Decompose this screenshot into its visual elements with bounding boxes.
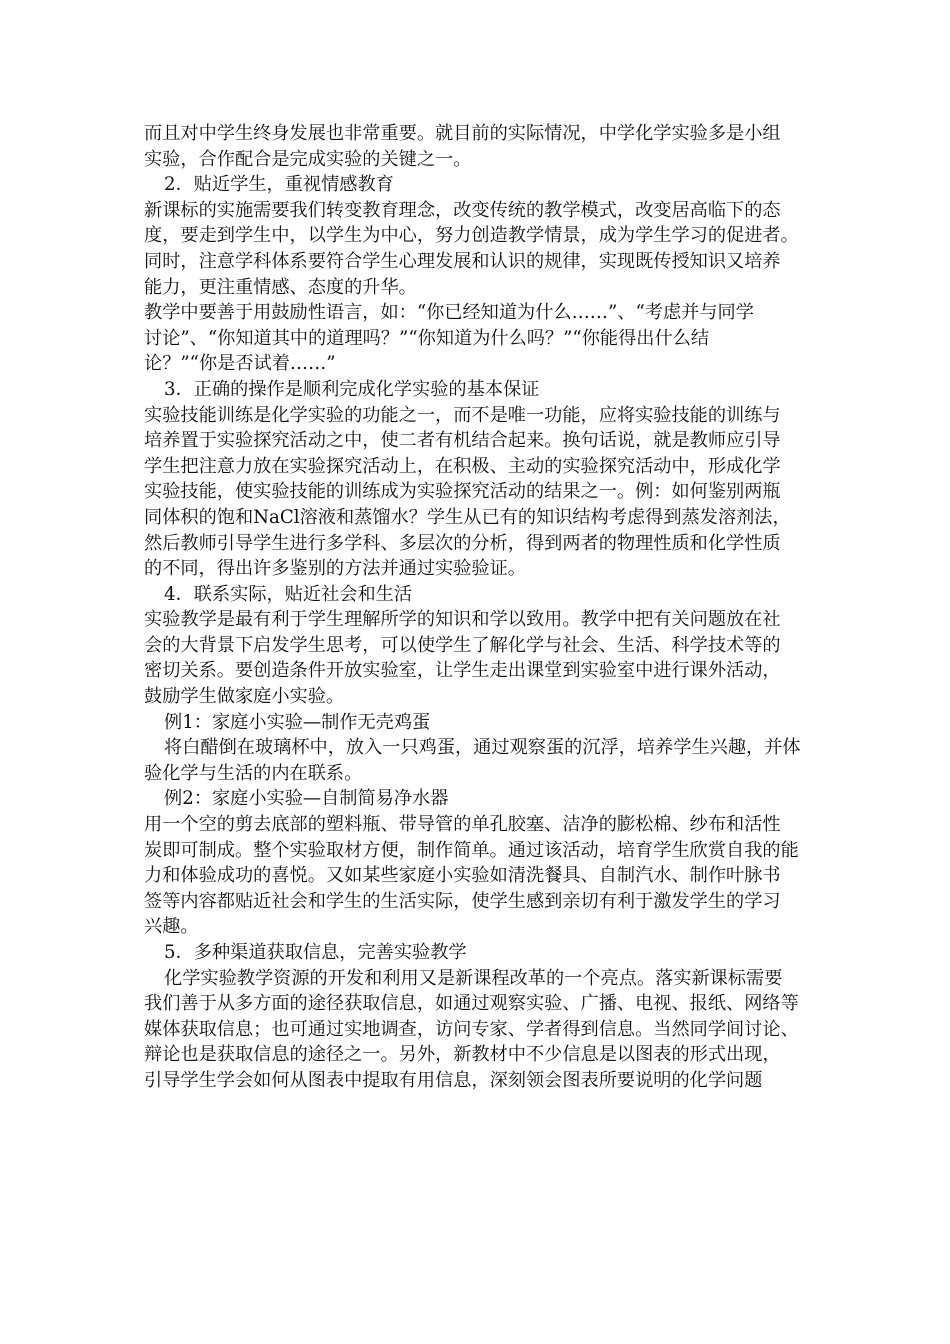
text-line: 的不同，得出许多鉴别的方法并通过实验验证。	[144, 558, 526, 580]
text-line: 实验技能，使实验技能的训练成为实验探究活动的结果之一。例：如何鉴别两瓶	[144, 481, 781, 503]
text-line: 密切关系。要创造条件开放实验室，让学生走出课堂到实验室中进行课外活动，	[144, 660, 781, 682]
text-line: 2．贴近学生，重视情感教育	[164, 174, 394, 196]
text-line: 力和体验成功的喜悦。又如某些家庭小实验如清洗餐具、自制汽水、制作叶脉书	[144, 865, 781, 887]
text-line: 化学实验教学资源的开发和利用又是新课程改革的一个亮点。落实新课标需要	[164, 967, 783, 989]
text-line: 例1：家庭小实验—制作无壳鸡蛋	[164, 711, 431, 733]
text-line: 新课标的实施需要我们转变教育理念，改变传统的教学模式，改变居高临下的态	[144, 199, 781, 221]
text-line: 验化学与生活的内在联系。	[144, 762, 363, 784]
text-line: 鼓励学生做家庭小实验。	[144, 686, 345, 708]
text-line: 炭即可制成。整个实验取材方便，制作简单。通过该活动，培育学生欣赏自我的能	[144, 839, 799, 861]
text-line: 例2：家庭小实验—自制简易净水器	[164, 788, 449, 810]
text-line: 3．正确的操作是顺利完成化学实验的基本保证	[164, 378, 540, 400]
text-line: 讨论”、“你知道其中的道理吗？”“你知道为什么吗？”“你能得出什么结	[144, 327, 710, 349]
text-line: 5．多种渠道获取信息，完善实验教学	[164, 942, 467, 963]
text-line: 同时，注意学科体系要符合学生心理发展和认识的规律，实现既传授知识又培养	[144, 250, 781, 272]
text-line: 同体积的饱和NaCl溶液和蒸馏水？学生从已有的知识结构考虑得到蒸发溶剂法，	[144, 506, 791, 528]
text-line: 兴趣。	[144, 916, 199, 938]
text-line: 培养置于实验探究活动之中，使二者有机结合起来。换句话说，就是教师应引导	[144, 430, 781, 452]
text-line: 而且对中学生终身发展也非常重要。就目前的实际情况，中学化学实验多是小组	[144, 123, 781, 144]
text-line: 能力，更注重情感、态度的升华。	[144, 276, 417, 298]
text-line: 媒体获取信息；也可通过实地调查，访问专家、学者得到信息。当然同学间讨论、	[144, 1018, 799, 1040]
text-line: 实验，合作配合是完成实验的关键之一。	[144, 148, 472, 170]
text-line: 实验教学是最有利于学生理解所学的知识和学以致用。教学中把有关问题放在社	[144, 609, 781, 631]
text-line: 学生把注意力放在实验探究活动上，在积极、主动的实验探究活动中，形成化学	[144, 455, 781, 477]
text-line: 会的大背景下启发学生思考，可以使学生了解化学与社会、生活、科学技术等的	[144, 634, 781, 656]
document-page	[144, 121, 808, 1094]
text-line: 实验技能训练是化学实验的功能之一，而不是唯一功能，应将实验技能的训练与	[144, 404, 781, 426]
text-line: 引导学生学会如何从图表中提取有用信息，深刻领会图表所要说明的化学问题	[144, 1069, 763, 1091]
text-line: 度，要走到学生中，以学生为中心，努力创造教学情景，成为学生学习的促进者。	[144, 225, 799, 247]
text-line: 用一个空的剪去底部的塑料瓶、带导管的单孔胶塞、洁净的膨松棉、纱布和活性	[144, 814, 781, 836]
text-line: 签等内容都贴近社会和学生的生活实际，使学生感到亲切有利于激发学生的学习	[144, 890, 781, 912]
text-line: 将白醋倒在玻璃杯中，放入一只鸡蛋，通过观察蛋的沉浮，培养学生兴趣，并体	[164, 737, 801, 759]
text-line: 论？”“你是否试着……”	[144, 353, 336, 375]
text-line: 我们善于从多方面的途径获取信息，如通过观察实验、广播、电视、报纸、网络等	[144, 993, 799, 1015]
text-line: 辩论也是获取信息的途径之一。另外，新教材中不少信息是以图表的形式出现，	[144, 1044, 781, 1066]
text-line: 教学中要善于用鼓励性语言，如：“你已经知道为什么……”、“考虑并与同学	[144, 302, 754, 324]
text-line: 4．联系实际，贴近社会和生活	[164, 583, 413, 605]
text-line: 然后教师引导学生进行多学科、多层次的分析，得到两者的物理性质和化学性质	[144, 532, 781, 554]
